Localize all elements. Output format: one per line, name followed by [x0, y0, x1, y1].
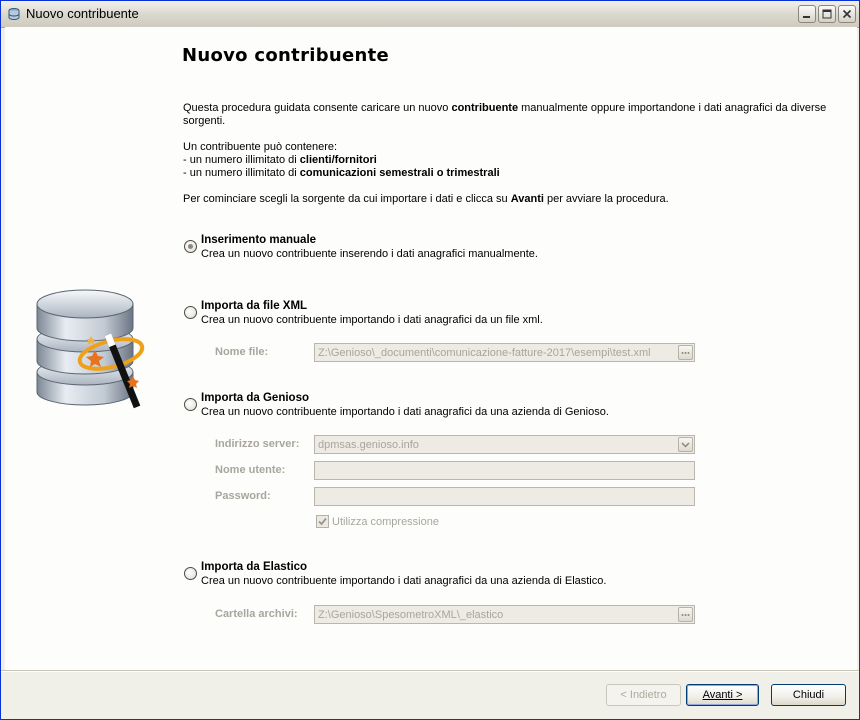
server-address-select[interactable]: [314, 435, 695, 454]
title-bar[interactable]: [1, 1, 859, 28]
page-title: Nuovo contribuente: [182, 45, 390, 66]
browse-file-button[interactable]: [678, 345, 693, 360]
ellipsis-icon: [679, 608, 692, 621]
option-manual-title[interactable]: Inserimento manuale: [201, 234, 317, 246]
database-magic-wand-icon: [35, 284, 145, 412]
radio-import-genioso[interactable]: [184, 398, 197, 411]
close-button[interactable]: Chiudi: [771, 684, 846, 706]
checkmark-icon: [317, 516, 328, 527]
radio-selected-dot: [188, 244, 193, 249]
file-name-value: Z:\Genioso\_documenti\comunicazione-fatture-2017\esempi\test.xml: [318, 347, 651, 359]
server-address-label: Indirizzo server:: [215, 438, 300, 450]
close-icon: [842, 9, 852, 19]
back-button[interactable]: < Indietro: [606, 684, 681, 706]
next-button-label: Avanti >: [702, 689, 743, 701]
password-label: Password:: [215, 490, 271, 502]
username-input[interactable]: [314, 461, 695, 480]
compression-label[interactable]: Utilizza compressione: [332, 516, 439, 528]
browse-folder-button[interactable]: [678, 607, 693, 622]
password-input[interactable]: [314, 487, 695, 506]
radio-import-xml[interactable]: [184, 306, 197, 319]
server-dropdown-button[interactable]: [678, 437, 693, 452]
window-title: Nuovo contribuente: [26, 6, 139, 21]
footer-divider: [1, 670, 859, 672]
option-elastico-desc: Crea un nuovo contribuente importando i dati anagrafici da una azienda di Elastico.: [201, 575, 607, 587]
archive-folder-input[interactable]: [314, 605, 695, 624]
maximize-icon: [822, 9, 832, 19]
ellipsis-icon: [679, 346, 692, 359]
contains-item-clients: - un numero illimitato di clienti/fornitori: [183, 154, 377, 166]
option-genioso-title[interactable]: Importa da Genioso: [201, 392, 309, 404]
app-icon: [7, 7, 21, 21]
intro-text: Questa procedura guidata consente caricare un nuovo contribuente manualmente oppure importandone i dati anagrafici da diverse: [183, 102, 827, 114]
contains-header: Un contribuente può contenere:: [183, 141, 338, 153]
chevron-down-icon: [679, 438, 692, 451]
minimize-button[interactable]: [798, 5, 816, 23]
option-xml-desc: Crea un nuovo contribuente importando i dati anagrafici da un file xml.: [201, 314, 543, 326]
radio-import-elastico[interactable]: [184, 567, 197, 580]
compression-checkbox[interactable]: [316, 515, 329, 528]
radio-manual-entry[interactable]: [184, 240, 197, 253]
minimize-icon: [802, 9, 812, 19]
maximize-button[interactable]: [818, 5, 836, 23]
option-genioso-desc: Crea un nuovo contribuente importando i dati anagrafici da una azienda di Genioso.: [201, 406, 609, 418]
option-manual-desc: Crea un nuovo contribuente inserendo i dati anagrafici manualmente.: [201, 248, 538, 260]
archive-folder-value: Z:\Genioso\SpesometroXML\_elastico: [318, 609, 504, 621]
start-instructions: Per cominciare scegli la sorgente da cui importare i dati e clicca su Avanti per avviare la procedura.: [183, 193, 669, 205]
username-label: Nome utente:: [215, 464, 286, 476]
file-name-label: Nome file:: [215, 346, 269, 358]
server-address-value: dpmsas.genioso.info: [318, 439, 419, 451]
option-xml-title[interactable]: Importa da file XML: [201, 300, 308, 312]
archive-folder-label: Cartella archivi:: [215, 608, 298, 620]
file-name-input[interactable]: [314, 343, 695, 362]
contains-item-communications: - un numero illimitato di comunicazioni semestrali o trimestrali: [183, 167, 500, 179]
option-elastico-title[interactable]: Importa da Elastico: [201, 561, 308, 573]
close-window-button[interactable]: [838, 5, 856, 23]
next-button[interactable]: [686, 684, 759, 706]
intro-text-line2: sorgenti.: [183, 115, 226, 127]
